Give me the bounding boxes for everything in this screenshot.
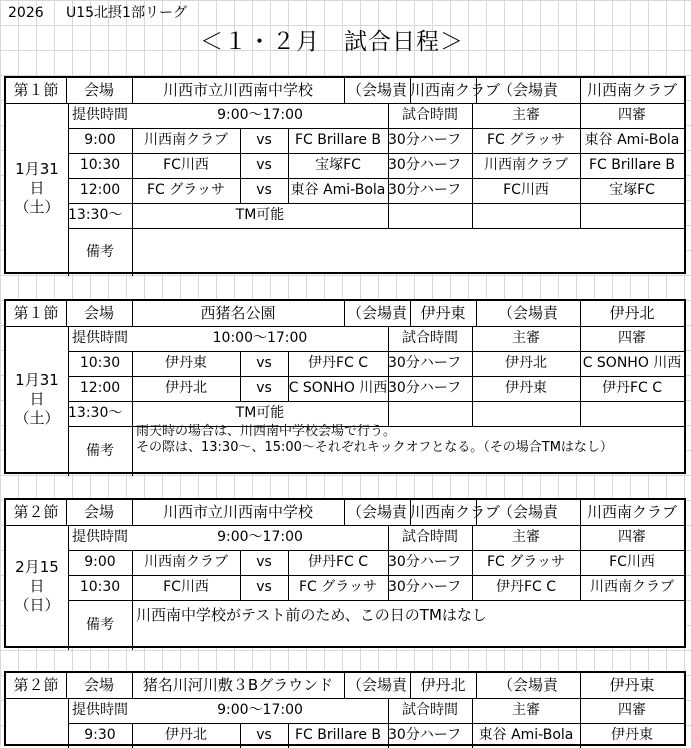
match-time-label: 試合時間	[402, 702, 458, 718]
cell-border	[580, 525, 581, 550]
cell-border	[388, 723, 389, 748]
tm-text: TM可能	[235, 405, 285, 421]
cell-border	[132, 228, 133, 276]
cell-border	[388, 326, 389, 351]
time-provided-label: 提供時間	[72, 330, 128, 346]
vs-label: vs	[256, 579, 272, 595]
cell-border	[580, 103, 581, 128]
venue-manager-label: （会場責	[346, 81, 407, 99]
tm-time: 13:30〜	[68, 207, 123, 223]
home-team: FC川西	[163, 579, 209, 595]
cell-border	[472, 326, 473, 351]
cell-border	[240, 351, 241, 376]
venue-manager-label-2: （会場責	[497, 81, 558, 99]
cell-border	[132, 550, 133, 575]
home-team: FC グラッサ	[147, 182, 225, 198]
cell-border	[388, 575, 389, 600]
cell-border	[472, 203, 473, 228]
venue-manager-label-2: （会場責	[497, 304, 558, 322]
match-date: 1月31 日 （土）	[14, 371, 60, 427]
cell-border	[344, 500, 345, 525]
venue-manager: 伊丹東	[420, 304, 466, 322]
venue-label: 会場	[83, 676, 114, 694]
cell-border	[288, 178, 289, 203]
cell-border	[476, 301, 477, 326]
cell-border	[66, 301, 67, 326]
kickoff-time: 9:00	[84, 132, 116, 148]
time-provided: 10:00〜17:00	[212, 330, 308, 346]
referee-label: 主審	[512, 529, 540, 545]
match-format: 30分ハーフ	[388, 554, 462, 570]
cell-border	[388, 376, 389, 401]
away-team: FC Brillare B	[294, 132, 381, 148]
cell-border	[472, 698, 473, 723]
match-format: 30分ハーフ	[388, 182, 462, 198]
referee: 東谷 Ami-Bola	[478, 727, 574, 743]
cell-border	[66, 500, 67, 525]
cell-border	[68, 525, 69, 650]
venue-name: 西猪名公園	[200, 304, 276, 322]
referee: FC川西	[503, 182, 549, 198]
cell-border	[240, 575, 241, 600]
remarks-text: 雨天時の場合は、川西南中学校会場で行う。 その際は、13:30〜、15:00〜それぞれキックオフとなる。（その場合TMはなし）	[136, 424, 613, 455]
cell-border	[472, 351, 473, 376]
cell-border	[132, 500, 133, 525]
cell-border	[288, 550, 289, 575]
time-provided-label: 提供時間	[72, 702, 128, 718]
kickoff-time: 10:30	[79, 579, 121, 595]
time-provided-label: 提供時間	[72, 107, 128, 123]
schedule-block	[4, 498, 686, 648]
fourth-official: 宝塚FC	[609, 182, 655, 198]
cell-border	[132, 600, 133, 650]
cell-border	[472, 525, 473, 550]
time-provided: 9:00〜17:00	[217, 702, 303, 718]
match-time-label: 試合時間	[402, 330, 458, 346]
away-team: C SONHO 川西	[288, 380, 388, 396]
cell-border	[580, 376, 581, 401]
venue-manager-label: （会場責	[346, 304, 407, 322]
match-date: 1月31 日 （土）	[14, 159, 60, 216]
vs-label: vs	[256, 554, 272, 570]
remarks-label: 備考	[86, 443, 114, 459]
kickoff-time: 10:30	[79, 355, 121, 371]
cell-border	[66, 78, 67, 103]
away-team: 宝塚FC	[315, 157, 361, 173]
cell-border	[344, 673, 345, 698]
fourth-label: 四審	[618, 529, 646, 545]
year-label: 2026	[8, 5, 44, 21]
cell-border	[580, 153, 581, 178]
cell-border	[132, 351, 133, 376]
referee: 伊丹北	[505, 355, 547, 371]
round-label: 第２節	[13, 676, 59, 694]
cell-border	[580, 575, 581, 600]
home-team: 川西南クラブ	[144, 554, 228, 570]
cell-border	[68, 103, 69, 276]
venue-name: 川西市立川西南中学校	[162, 503, 313, 521]
cell-border	[132, 575, 133, 600]
cell-border	[240, 376, 241, 401]
home-team: FC川西	[163, 157, 209, 173]
home-team: 伊丹北	[165, 380, 207, 396]
cell-border	[344, 301, 345, 326]
cell-border	[580, 723, 581, 748]
away-team: FC Brillare B	[294, 727, 381, 743]
referee: 伊丹東	[505, 380, 547, 396]
cell-border	[388, 351, 389, 376]
kickoff-time: 12:00	[79, 182, 121, 198]
cell-border	[288, 376, 289, 401]
referee: 川西南クラブ	[484, 157, 568, 173]
cell-border	[132, 301, 133, 326]
vs-label: vs	[256, 182, 272, 198]
venue-manager-2: 伊丹北	[609, 304, 655, 322]
venue-manager-2: 伊丹東	[609, 676, 655, 694]
cell-border	[410, 301, 411, 326]
remarks-label: 備考	[86, 617, 114, 633]
cell-border	[472, 153, 473, 178]
cell-border	[580, 500, 581, 525]
venue-manager-2: 川西南クラブ	[586, 81, 677, 99]
page-title: ＜１・２月 試合日程＞	[200, 29, 464, 55]
fourth-official: FC Brillare B	[588, 157, 675, 173]
cell-border	[580, 351, 581, 376]
cell-border	[476, 78, 477, 103]
fourth-official: C SONHO 川西	[582, 355, 682, 371]
match-time-label: 試合時間	[402, 107, 458, 123]
cell-border	[410, 78, 411, 103]
cell-border	[580, 301, 581, 326]
cell-border	[344, 78, 345, 103]
cell-border	[388, 178, 389, 203]
kickoff-time: 12:00	[79, 380, 121, 396]
cell-border	[68, 326, 69, 476]
kickoff-time: 10:30	[79, 157, 121, 173]
referee-label: 主審	[512, 330, 540, 346]
cell-border	[132, 401, 133, 426]
cell-border	[132, 426, 133, 476]
remarks-label: 備考	[86, 244, 114, 260]
cell-border	[580, 673, 581, 698]
vs-label: vs	[256, 380, 272, 396]
match-format: 30分ハーフ	[388, 355, 462, 371]
cell-border	[388, 203, 389, 228]
venue-label: 会場	[83, 304, 114, 322]
cell-border	[240, 550, 241, 575]
cell-border	[476, 500, 477, 525]
venue-manager: 伊丹北	[420, 676, 466, 694]
cell-border	[68, 698, 69, 748]
remarks-text: 川西南中学校がテスト前のため、この日のTMはなし	[136, 606, 487, 624]
venue-manager: 川西南クラブ	[410, 503, 501, 521]
venue-manager: 川西南クラブ	[410, 81, 501, 99]
cell-border	[472, 550, 473, 575]
referee: FC グラッサ	[487, 554, 565, 570]
schedule-block	[4, 299, 686, 474]
cell-border	[240, 723, 241, 748]
fourth-label: 四審	[618, 702, 646, 718]
time-provided: 9:00〜17:00	[217, 529, 303, 545]
match-time-label: 試合時間	[402, 529, 458, 545]
league-name: U15北摂1部リーグ	[66, 5, 187, 21]
cell-border	[132, 673, 133, 698]
tm-time: 13:30〜	[68, 405, 123, 421]
cell-border	[388, 153, 389, 178]
row-border	[68, 228, 686, 229]
kickoff-time: 9:00	[84, 554, 116, 570]
fourth-label: 四審	[618, 330, 646, 346]
cell-border	[388, 698, 389, 723]
cell-border	[388, 401, 389, 426]
home-team: 伊丹北	[165, 727, 207, 743]
fourth-label: 四審	[618, 107, 646, 123]
referee: FC グラッサ	[487, 132, 565, 148]
cell-border	[132, 153, 133, 178]
cell-border	[472, 723, 473, 748]
cell-border	[472, 128, 473, 153]
cell-border	[472, 178, 473, 203]
referee-label: 主審	[512, 702, 540, 718]
vs-label: vs	[256, 132, 272, 148]
kickoff-time: 9:30	[84, 727, 116, 743]
home-team: 伊丹東	[165, 355, 207, 371]
vs-label: vs	[256, 727, 272, 743]
cell-border	[580, 78, 581, 103]
match-format: 30分ハーフ	[388, 727, 462, 743]
cell-border	[580, 550, 581, 575]
cell-border	[388, 550, 389, 575]
cell-border	[580, 401, 581, 426]
round-label: 第１節	[13, 81, 59, 99]
venue-manager-2: 川西南クラブ	[586, 503, 677, 521]
tm-text: TM可能	[235, 207, 285, 223]
match-format: 30分ハーフ	[388, 132, 462, 148]
venue-manager-label-2: （会場責	[497, 503, 558, 521]
cell-border	[132, 203, 133, 228]
match-format: 30分ハーフ	[388, 380, 462, 396]
cell-border	[240, 178, 241, 203]
home-team: 川西南クラブ	[144, 132, 228, 148]
fourth-official: 川西南クラブ	[590, 579, 674, 595]
venue-label: 会場	[83, 503, 114, 521]
cell-border	[132, 78, 133, 103]
time-provided-label: 提供時間	[72, 529, 128, 545]
cell-border	[288, 575, 289, 600]
cell-border	[580, 698, 581, 723]
match-date: 2月15 日 （日）	[14, 557, 60, 614]
cell-border	[288, 128, 289, 153]
fourth-official: FC川西	[609, 554, 655, 570]
cell-border	[132, 178, 133, 203]
cell-border	[472, 376, 473, 401]
match-format: 30分ハーフ	[388, 579, 462, 595]
cell-border	[476, 673, 477, 698]
cell-border	[472, 401, 473, 426]
cell-border	[388, 525, 389, 550]
referee-label: 主審	[512, 107, 540, 123]
cell-border	[580, 178, 581, 203]
cell-border	[580, 128, 581, 153]
row-border	[68, 600, 686, 601]
cell-border	[132, 128, 133, 153]
cell-border	[580, 203, 581, 228]
cell-border	[240, 153, 241, 178]
cell-border	[472, 575, 473, 600]
venue-name: 川西市立川西南中学校	[162, 81, 313, 99]
away-team: 伊丹FC C	[307, 355, 369, 371]
time-provided: 9:00〜17:00	[217, 107, 303, 123]
cell-border	[288, 153, 289, 178]
venue-manager-label: （会場責	[346, 676, 407, 694]
venue-label: 会場	[83, 81, 114, 99]
vs-label: vs	[256, 157, 272, 173]
referee: 伊丹FC C	[495, 579, 557, 595]
fourth-official: 伊丹東	[611, 727, 653, 743]
cell-border	[410, 500, 411, 525]
cell-border	[132, 376, 133, 401]
cell-border	[288, 351, 289, 376]
vs-label: vs	[256, 355, 272, 371]
schedule-block	[4, 671, 686, 746]
cell-border	[388, 103, 389, 128]
venue-name: 猪名川河川敷３Bグラウンド	[142, 676, 334, 694]
fourth-official: 東谷 Ami-Bola	[584, 132, 680, 148]
away-team: 東谷 Ami-Bola	[290, 182, 386, 198]
fourth-official: 伊丹FC C	[601, 380, 663, 396]
cell-border	[288, 723, 289, 748]
away-team: 伊丹FC C	[307, 554, 369, 570]
match-format: 30分ハーフ	[388, 157, 462, 173]
cell-border	[580, 326, 581, 351]
round-label: 第１節	[13, 304, 59, 322]
cell-border	[410, 673, 411, 698]
venue-manager-label: （会場責	[346, 503, 407, 521]
cell-border	[132, 723, 133, 748]
round-label: 第２節	[13, 503, 59, 521]
cell-border	[388, 128, 389, 153]
schedule-block	[4, 76, 686, 274]
cell-border	[472, 103, 473, 128]
venue-manager-label-2: （会場責	[497, 676, 558, 694]
cell-border	[240, 128, 241, 153]
away-team: FC グラッサ	[299, 579, 377, 595]
cell-border	[66, 673, 67, 698]
